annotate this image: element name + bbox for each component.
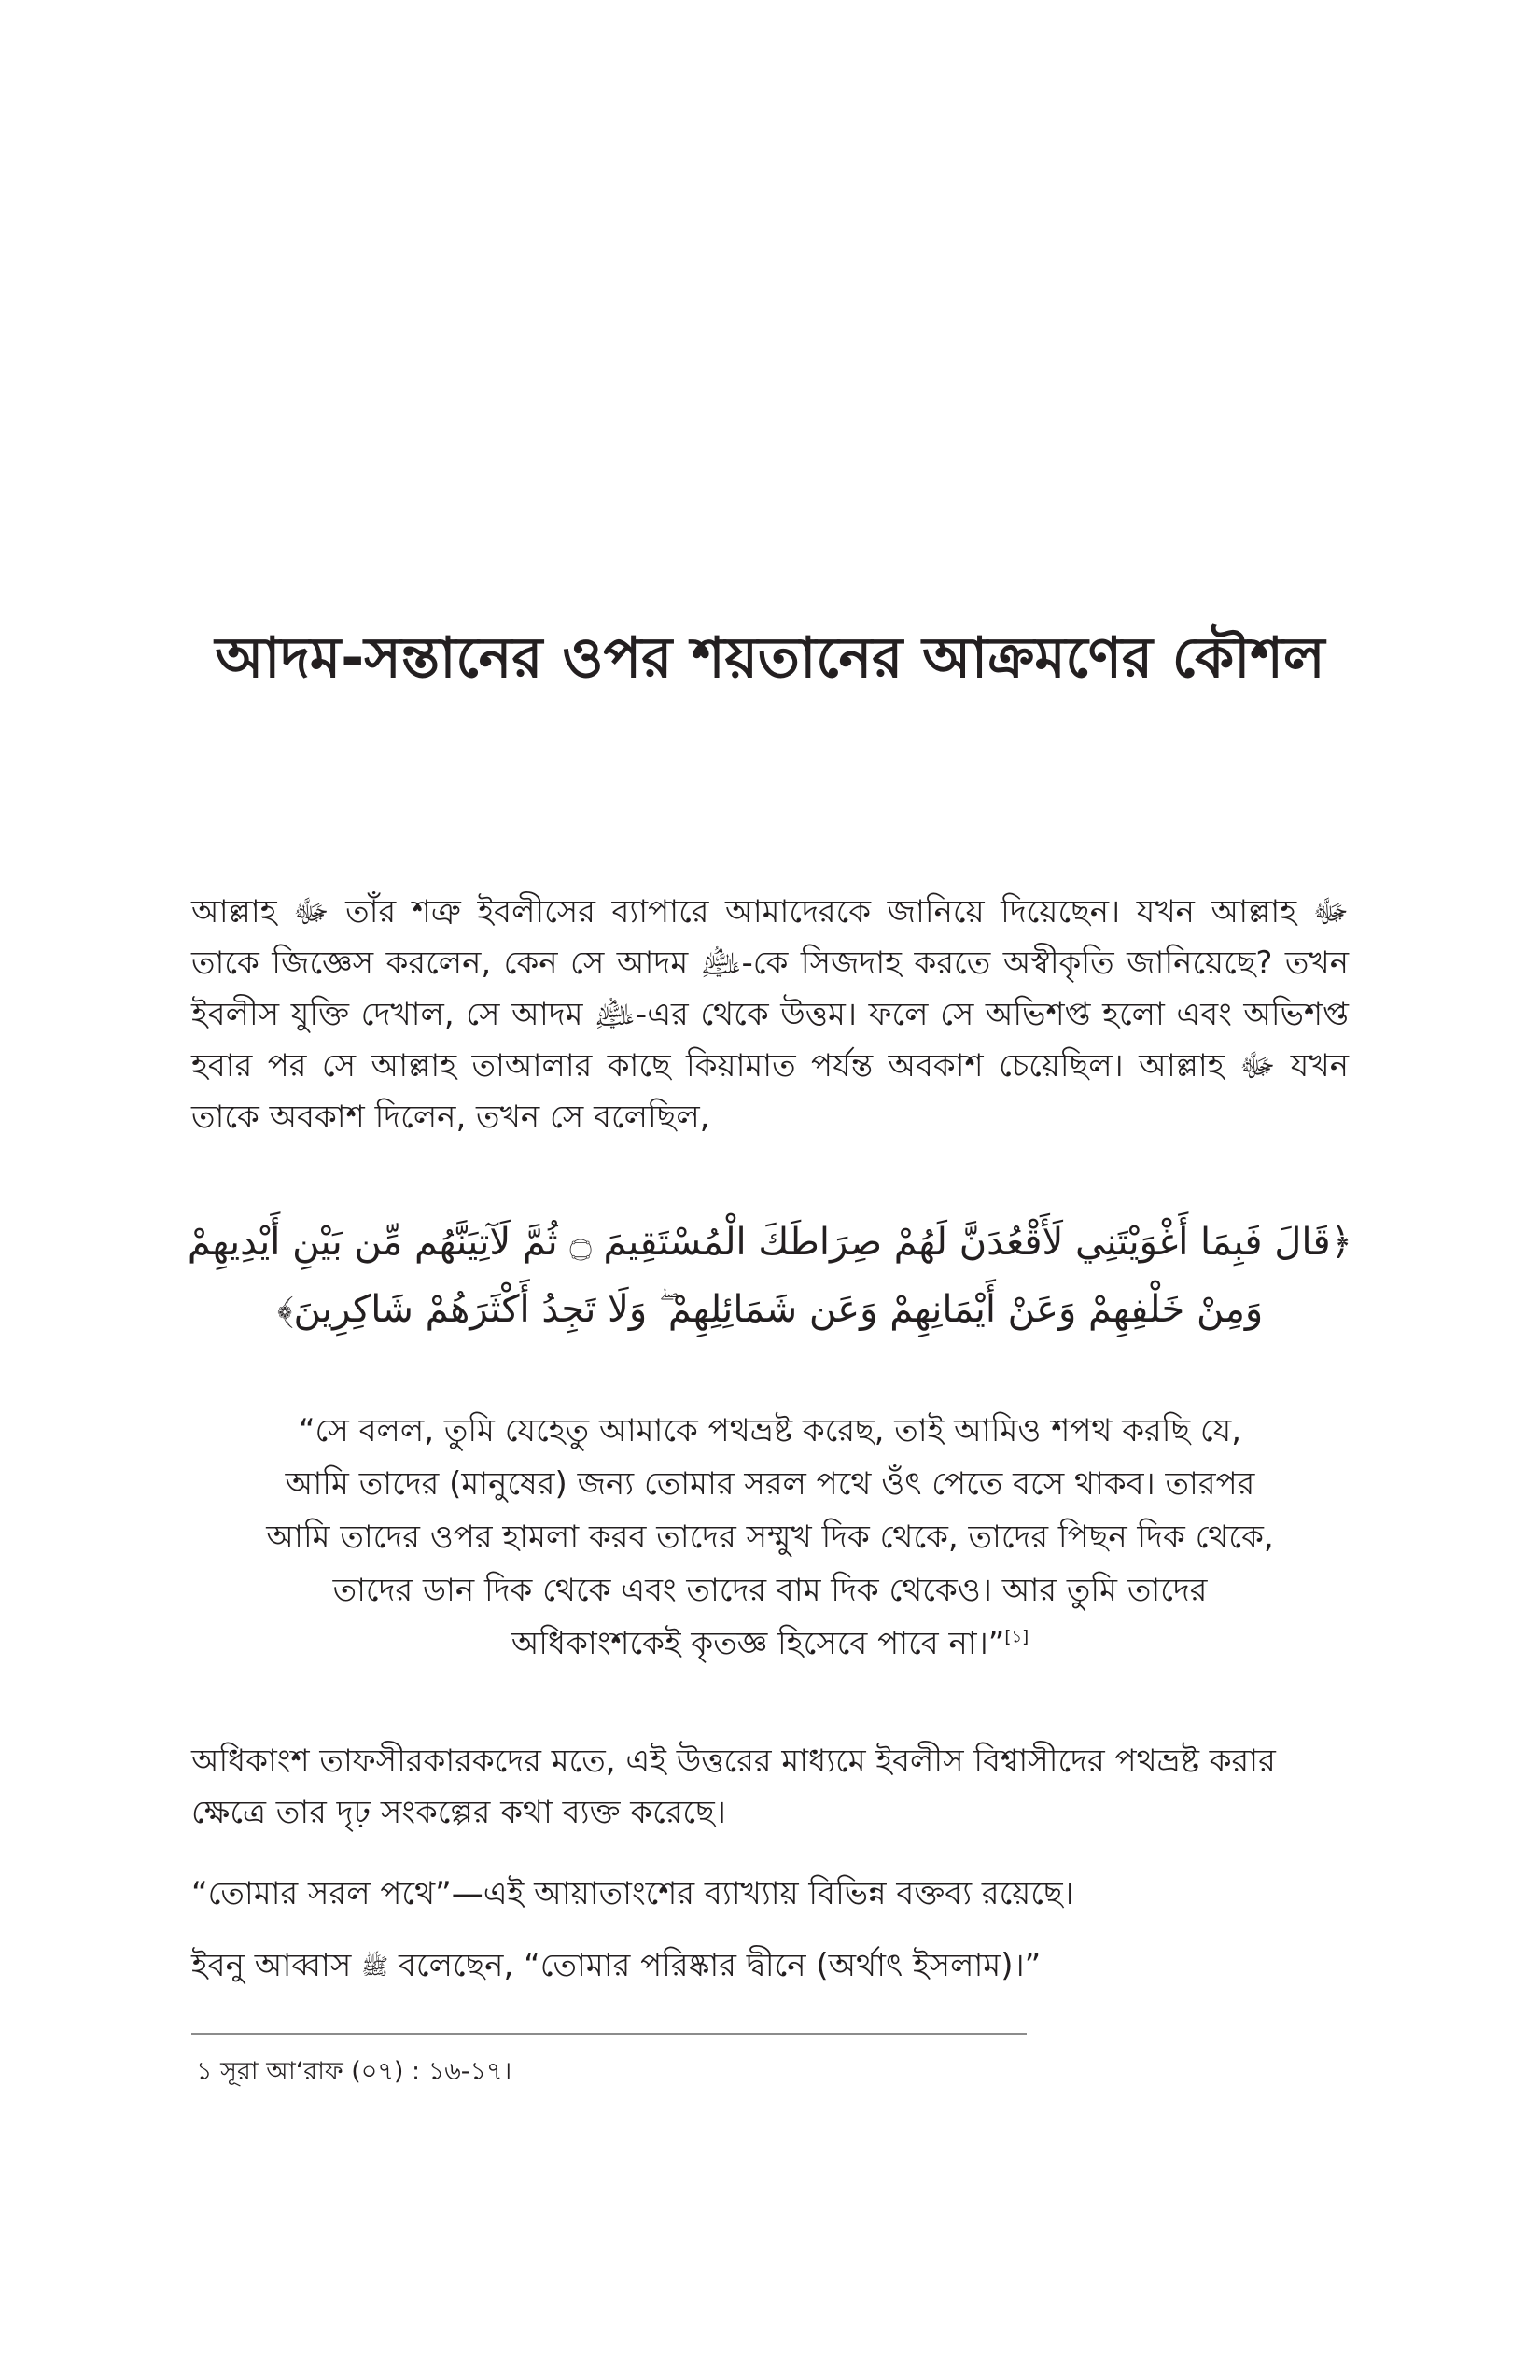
chapter-title: আদম-সন্তানের ওপর শয়তানের আক্রমণের কৌশল xyxy=(215,625,1325,691)
ibn-abbas-name: ইবনু আব্বাস xyxy=(191,1947,352,1984)
ibn-abbas-paragraph xyxy=(191,1940,1349,1993)
verse-translation-quote xyxy=(266,1405,1274,1671)
footnote: ১ সূরা আ‘রাফ (০৭) : ১৬-১৭। xyxy=(196,2057,512,2086)
quote-text: “সে বলল, তুমি যেহেতু আমাকে পথভ্রষ্ট করেছ, তাই আমিও শপথ করছি যে, আমি তাদের (মানুষের) জন্য তোমার সরল পথে ওঁৎ পেতে বসে থাকব। তারপর আমি তাদের ওপর হামলা করব তাদের সম্মুখ দিক থেকে, তাদের পিছন দিক থেকে, তাদের ডান দিক থেকে এবং তাদের বাম দিক থেকেও। আর তুমি তাদের অধিকাংশকেই কৃতজ্ঞ হিসেবে পাবে না।” xyxy=(266,1412,1274,1662)
footnote-reference[interactable]: [১] xyxy=(1004,1627,1029,1647)
tafsir-paragraph: অধিকাংশ তাফসীরকারকদের মতে, এই উত্তরের মাধ্যমে ইবলীস বিশ্বাসীদের পথভ্রষ্ট করার ক্ষেত্রে তার দৃঢ় সংকল্পের কথা ব্যক্ত করেছে। xyxy=(191,1743,1276,1831)
explanation-paragraph: “তোমার সরল পথে”—এই আয়াতাংশের ব্যাখ্যায় বিভিন্ন বক্তব্য রয়েছে। xyxy=(191,1875,1074,1912)
arabic-verse: ﴿قَالَ فَبِمَا أَغْوَيْتَنِي لَأَقْعُدَنَّ لَهُمْ صِرَاطَكَ الْمُسْتَقِيمَ ۝ ثُمَّ لَآتِيَنَّهُم مِّن بَيْنِ أَيْدِيهِمْ وَمِنْ خَلْفِهِمْ وَعَنْ أَيْمَانِهِمْ وَعَن شَمَائِلِهِمْ ۖ وَلَا تَجِدُ أَكْثَرَهُمْ شَاكِرِينَ﴾ xyxy=(187,1221,1353,1331)
footnote-divider xyxy=(191,2033,1027,2035)
intro-paragraph: আল্লাহ ﷻ তাঁর শত্রু ইবলীসের ব্যাপারে আমাদেরকে জানিয়ে দিয়েছেন। যখন আল্লাহ ﷻ তাকে জিজ্ঞেস করলেন, কেন সে আদম ﵇-কে সিজদাহ করতে অস্বীকৃতি জানিয়েছে? তখন ইবলীস যুক্তি দেখাল, সে আদম ﵇-এর থেকে উত্তম। ফলে সে অভিশপ্ত হলো এবং অভিশপ্ত হবার পর সে আল্লাহ তাআলার কাছে কিয়ামাত পর্যন্ত অবকাশ চেয়েছিল। আল্লাহ ﷻ যখন তাকে অবকাশ দিলেন, তখন সে বলেছিল, xyxy=(191,893,1350,1136)
ibn-abbas-quote: বলেছেন, “তোমার পরিষ্কার দ্বীনে (অর্থাৎ ইসলাম)।” xyxy=(398,1947,1042,1984)
honorific-icon: ﷺ xyxy=(361,1953,389,1980)
